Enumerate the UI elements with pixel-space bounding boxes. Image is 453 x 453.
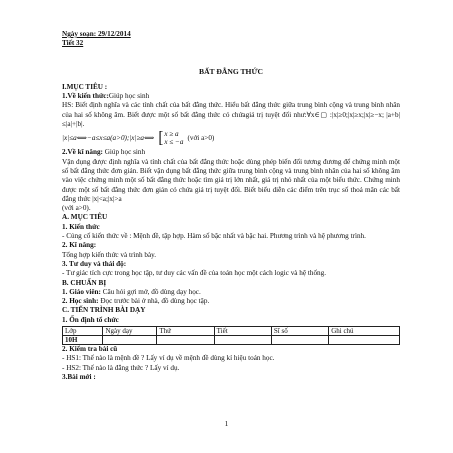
knowledge-paragraph: HS: Biết định nghĩa và các tính chất của bất đẳng thức. Hiểu bất đẳng thức giữa trung bình cộng và trung bình nhân của hai số không âm. Biết được một số bất đẳng thức có chứagiá trị tuyệt đối như:∀x∈▢ :|x|≥0;|x|≥x;|x|≥−x; |a+b|≤|a|+|b|. — [62, 101, 400, 129]
knowledge-label: 1.Về kiến thức: — [62, 92, 109, 101]
page-title: BẤT ĐẲNG THỨC — [199, 66, 263, 76]
lesson-plan — [62, 30, 400, 382]
teacher-text: Câu hỏi gợi mở, đồ dùng dạy học. — [100, 287, 201, 296]
table-cell — [214, 336, 271, 345]
class-organization-label: 1. Ổn định tổ chức — [62, 315, 119, 324]
table-cell — [157, 336, 214, 345]
section-a-attitude-text: - Tư giác tích cực trong học tập, tư duy các vấn đề của toán học một cách logic và hệ thống. — [62, 269, 327, 278]
formula-left: |x|≤a⟺−a≤x≤a(a>0);|x|≥a⟺ — [62, 133, 155, 142]
skills-paragraph-tail: (với a>0). — [62, 204, 91, 213]
absolute-value-formula — [62, 130, 400, 146]
question-hs2: - HS2: Thế nào là đẳng thức ? Lấy ví dụ. — [62, 363, 180, 372]
section-a-skills-label: 2. Kĩ năng: — [62, 241, 97, 250]
page-number: 1 — [224, 419, 229, 428]
question-hs1: - HS1: Thế nào là mệnh đề ? Lấy ví dụ về mệnh đề dùng kí hiệu toán học. — [62, 354, 275, 363]
class-schedule-table — [62, 326, 400, 345]
section-b-heading: B. CHUẨN BỊ — [62, 278, 107, 287]
table-cell: 10H — [63, 336, 103, 345]
section-a-knowledge-label: 1. Kiến thức — [62, 222, 100, 231]
section-a-knowledge-text: - Củng cố kiến thức về : Mệnh đề, tập hợp. Hàm số bậc nhất và bậc hai. Phương trình và hệ phương trình. — [62, 232, 366, 241]
teacher-label: 1. Giáo viên: — [62, 287, 101, 296]
left-brace-icon: [ — [158, 129, 164, 147]
skills-paragraph: Vận dụng được định nghĩa và tính chất của bất đẳng thức hoặc dùng phép biến đổi tương đương để chứng minh một số bất đẳng thức đơn giản. Biết vận dụng bất đẳng thức giữa trung bình cộng và trung bình nhân của hai số không âm vào việc chứng minh một số bất đẳng thức hoặc tìm giá trị lớn nhất, giá trị nhỏ nhất của một biểu thức. Chứng minh được một số bất đẳng thức đơn giản có chứa giá trị tuyệt đối. Biết biểu diễn các điểm trên trục số thoả mãn các bất đẳng thức |x|<a;|x|>a — [62, 157, 400, 203]
section-objectives-heading: I.MỤC TIÊU : — [62, 82, 108, 91]
table-header-cell: Ngày dạy — [103, 327, 157, 336]
table-header-cell: Sĩ số — [271, 327, 328, 336]
section-a-attitude-label: 3. Tư duy và thái độ: — [62, 259, 127, 268]
teacher-prep — [62, 288, 400, 297]
lesson-number: Tiết 32 — [62, 39, 84, 48]
formula-condition: (với a>0) — [187, 133, 215, 142]
knowledge-text: Giúp học sinh — [108, 92, 150, 101]
date-line: Ngày soạn: 29/12/2014 — [62, 30, 131, 38]
skills-subheading — [62, 148, 400, 157]
table-cell — [103, 336, 157, 345]
table-header-cell: Thứ — [157, 327, 214, 336]
table-cell — [271, 336, 328, 345]
table-header-cell: Tiết — [214, 327, 271, 336]
table-header-cell: Ghi chú — [329, 327, 400, 336]
table-row — [63, 336, 400, 345]
prior-check-label: 2. Kiểm tra bài cũ — [62, 345, 118, 354]
table-header-row — [63, 327, 400, 336]
student-text: Đọc trước bài ở nhà, đồ dùng học tập. — [98, 297, 210, 306]
section-a-skills-text: Tổng hợp kiến thức và trình bày. — [62, 250, 157, 259]
system-bottom: x ≤ −a — [164, 138, 184, 147]
new-lesson-label: 3.Bài mới : — [62, 372, 96, 381]
student-label: 2. Học sinh: — [62, 297, 99, 306]
inequality-system — [158, 130, 183, 146]
section-a-heading: A. MỤC TIÊU — [62, 213, 108, 222]
table-header-cell: Lớp — [63, 327, 103, 336]
system-top: x ≥ a — [164, 130, 179, 139]
skills-label: 2.Về kĩ năng: — [62, 148, 103, 157]
skills-text: Giúp học sinh — [102, 148, 146, 157]
section-c-heading: C. TIẾN TRÌNH BÀI DẠY — [62, 306, 146, 315]
table-cell — [329, 336, 400, 345]
